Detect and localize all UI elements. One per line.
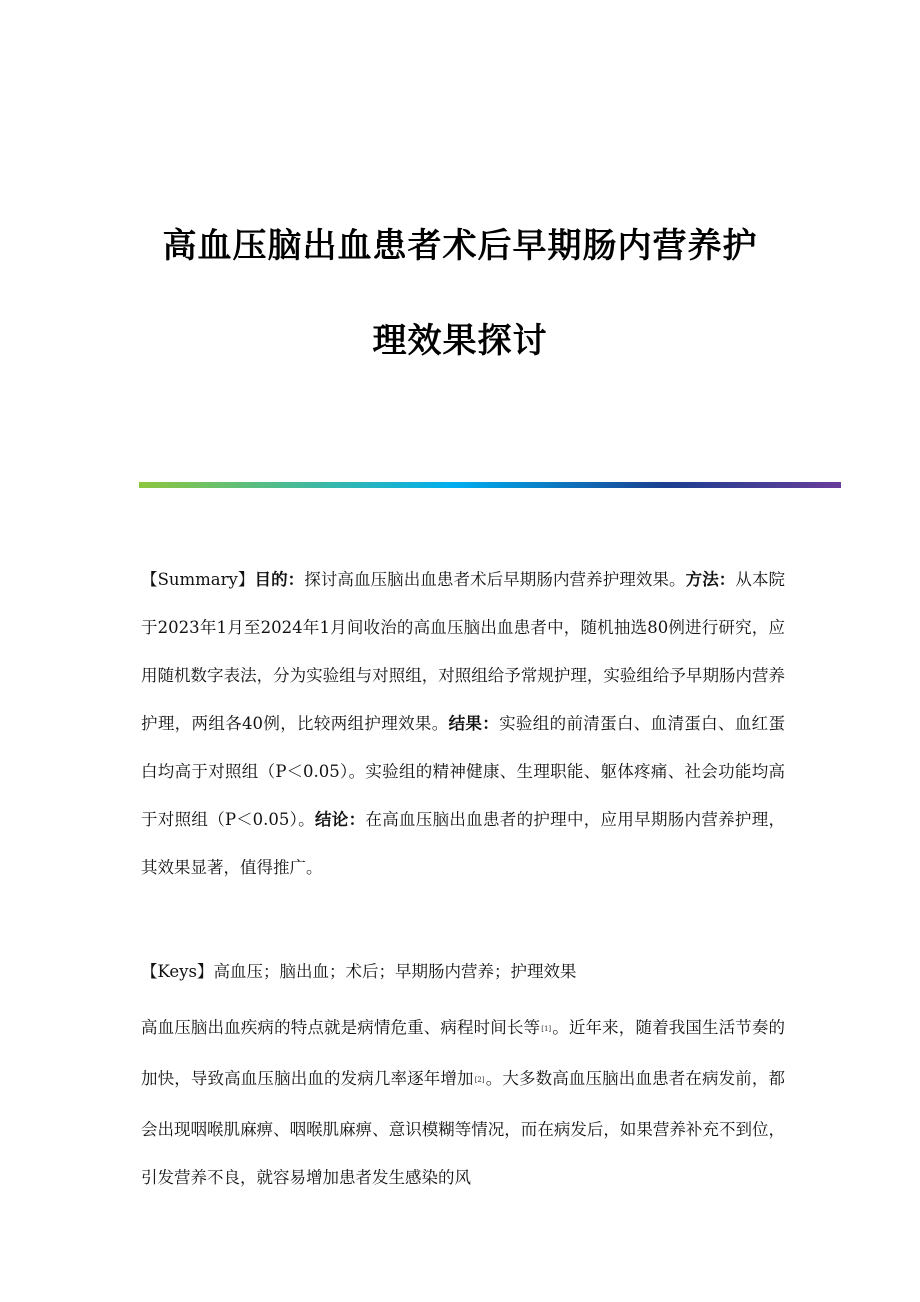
intro-text-2: 。近年来，随着我国生活节奏的加快，导致高血压脑出血的发病几率逐年增加 — [141, 1018, 786, 1088]
aim-label: 目的： — [254, 570, 305, 589]
result-label: 结果： — [448, 714, 500, 733]
keys-label: 【Keys】 — [141, 962, 214, 981]
document-title-line-2: 理效果探讨 — [372, 321, 548, 361]
intro-text-1: 高血压脑出血疾病的特点就是病情危重、病程时间长等 — [141, 1018, 541, 1037]
method-text: 从本院于2023年1月至2024年1月间收治的高血压脑出血患者中，随机抽选80例进行研究，应用随机数字表法，分为实验组与对照组，对照组给予常规护理，实验组给予早期肠内营养护理，两组各40例，比较两组护理效果。 — [141, 570, 786, 733]
conclusion-label: 结论： — [314, 810, 366, 829]
result-text: 实验组的前清蛋白、血清蛋白、血红蛋白均高于对照组（P＜0.05）。实验组的精神健康、生理职能、躯体疼痛、社会功能均高于对照组（P＜0.05）。 — [141, 714, 785, 829]
summary-label: 【Summary】 — [141, 570, 255, 589]
intro-text-3: 。大多数高血压脑出血患者在病发前，都会出现咽喉肌麻痹、咽喉肌麻痹、意识模糊等情况，而在病发后，如果营养补充不到位，引发营养不良，就容易增加患者发生感染的风 — [141, 1069, 786, 1187]
keys-paragraph — [141, 948, 785, 996]
aim-text: 探讨高血压脑出血患者术后早期肠内营养护理效果。 — [304, 570, 686, 589]
conclusion-text: 在高血压脑出血患者的护理中，应用早期肠内营养护理，其效果显著，值得推广。 — [141, 810, 786, 877]
reference-marker-2[interactable]: [2] — [474, 1076, 485, 1084]
method-label: 方法： — [685, 570, 736, 589]
summary-paragraph — [141, 556, 785, 892]
keys-text: 高血压；脑出血；术后；早期肠内营养；护理效果 — [213, 962, 577, 981]
intro-paragraph — [141, 1004, 785, 1202]
reference-marker-1[interactable]: [1] — [541, 1025, 552, 1033]
gradient-divider — [139, 482, 841, 488]
document-title-line-1: 高血压脑出血患者术后早期肠内营养护 — [162, 226, 758, 266]
